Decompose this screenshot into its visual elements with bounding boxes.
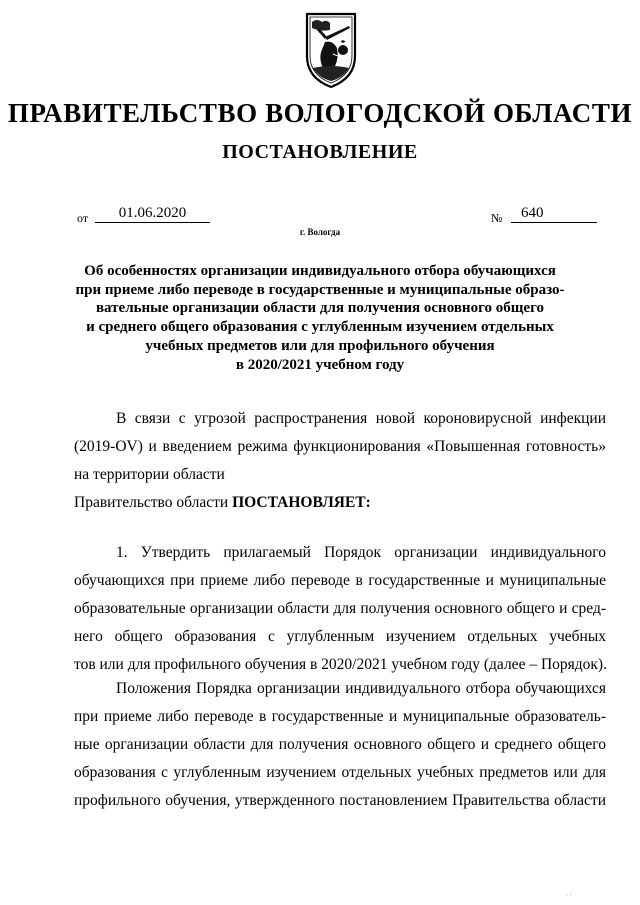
preamble-line: (2019-OV) и введением режима функционирования «Повышенная готовность» [74, 438, 606, 455]
clause-line: образования с углубленным изучением отдельных учебных предметов или для [74, 764, 606, 781]
date-value: 01.06.2020 [95, 205, 210, 223]
preamble [74, 405, 606, 517]
preamble-line: В связи с угрозой распространения новой короновирусной инфекции [116, 410, 606, 427]
number-label: № [491, 211, 503, 225]
heading-line: учебных предметов или для профильного обучения [145, 337, 495, 354]
heading-line: вательные организации области для получения основного общего [95, 300, 545, 317]
clause-line: ные организации области для получения основного общего и среднего общего [74, 736, 606, 753]
clause-line: Положения Порядка организации индивидуального отбора обучающихся [116, 680, 606, 697]
clause-1 [74, 539, 606, 679]
coat-of-arms-emblem [303, 10, 359, 90]
clause-line: тов или для профильного обучения в 2020/2021 учебном году (далее – Порядок). [74, 656, 607, 673]
heading-line: Об особенностях организации индивидуального отбора обучающихся [84, 263, 556, 279]
document-type: ПОСТАНОВЛЕНИЕ [222, 141, 418, 163]
heading-line: в 2020/2021 учебном году [235, 356, 405, 373]
heading-line: при приеме либо переводе в государственные и муниципальные образо- [75, 281, 565, 298]
date-label: от [77, 211, 89, 225]
decree-word: ПОСТАНОВЛЯЕТ: [232, 494, 371, 511]
clause-line: при приеме либо переводе в государственные и муниципальные образователь- [74, 708, 606, 725]
city-label: г. Вологда [299, 227, 341, 237]
heading-line: и среднего общего образования с углубленным изучением отдельных [86, 319, 554, 336]
clause-2 [74, 675, 606, 815]
clause-line: 1. Утвердить прилагаемый Порядок организации индивидуального [116, 544, 606, 561]
decree-line [74, 489, 606, 517]
clause-line: обучающихся при приеме либо переводе в государственные и муниципальные [74, 572, 606, 589]
preamble-line: на территории области [74, 466, 225, 483]
government-title: ПРАВИТЕЛЬСТВО ВОЛОГОДСКОЙ ОБЛАСТИ [7, 98, 633, 128]
number-value: 640 [511, 205, 597, 223]
document-heading [70, 262, 570, 374]
decree-prefix: Правительство области [74, 494, 233, 511]
clause-line: него общего образования с углубленным изучением отдельных учебных [74, 628, 606, 645]
clause-line: образовательные организации области для получения основного общего и сред- [74, 600, 606, 617]
clause-line: профильного обучения, утвержденного постановлением Правительства области [74, 792, 606, 809]
scan-mark: · · [566, 893, 572, 899]
